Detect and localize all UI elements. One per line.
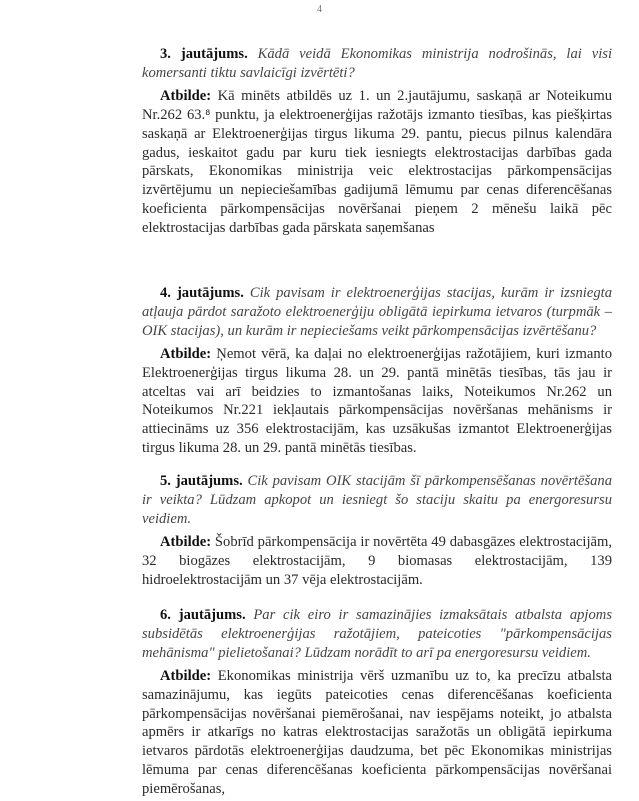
answer-text: Kā minēts atbildēs uz 1. un 2.jautājumu, saskaņā ar Noteikumu Nr.262 63.⁸ punktu, ja elektroenerģijas ražotājs izmanto tiesības, kas piešķirtas saskaņā ar Elektroenerģijas tirgus likuma 29. pantu, piecus pilnus kalendāra gadus, ieskaitot gadu par kuru tiek iesniegts elektrostacijas darbības gada pārskats, Ekonomikas ministrija veic elektrostacijas pārkompensācijas izvērtējumu un nepieciešamības gadijumā lēmumu par cenas diferencēšanas koeficienta pārkompensācijas novēršanai pieņem 2 mēnešu laikā pēc elektrostacijas darbības gada pārskata saņemšanas [142, 87, 612, 237]
question-label: 4. jautājums. [160, 285, 244, 301]
answer-text: Ekonomikas ministrija vērš uzmanību uz to, ka precīzu atbalsta samazinājumu, kas iegūts pateicoties cenas diferencēšanas koeficienta pārkompensācijas novēršanai piemērošanai, nav iespējams noteikt, jo atbalsta apmērs ir atkarīgs no katras elektrostacijas saražotās un obligātā iepirkuma ietvaros pārdotās elektroenerģijas daudzuma, bet pēc Ekonomikas ministrijas lēmuma par cenas diferencēšanas koeficienta pārkompensācijas novēršanai piemērošanas, [142, 667, 612, 798]
question-block-6 [142, 606, 612, 799]
page-number: 4 [317, 4, 322, 15]
answer-label: Atbilde: [160, 345, 212, 362]
answer-label: Atbilde: [160, 87, 212, 104]
answer-label: Atbilde: [160, 533, 212, 550]
question-text: Par cik eiro ir samazinājies izmaksātais atbalsta apjoms subsidētās elektroenerģijas ražotājiem, pateicoties "pārkompensācijas mehānisma" pielietošanai? Lūdzam norādīt to arī pa energoresursu veidiem. [142, 607, 613, 661]
question-block-4 [142, 284, 612, 458]
answer-text: Ņemot vērā, ka daļai no elektroenerģijas ražotājiem, kuri izmanto Elektroenerģijas tirgus likuma 28. un 29. pantā minētās tiesības, tās jau ir atceltas vai arī beidzies to izmantošanas laiks, Noteikumos Nr.262 un Noteikumos Nr.221 iekļautais pārkompensācijas novēršanas mehānisms ir attiecināms uz 356 elektrostacijām, kas uzsākušas izmantot Elektroenerģijas tirgus likuma 28. un 29. pantā minētās tiesības. [142, 345, 612, 457]
question-text: Cik pavisam OIK stacijām šī pārkompensēšanas novērtēšana ir veikta? Lūdzam apkopot un iesniegt šo staciju skaitu pa energoresursu veidiem. [142, 473, 613, 527]
question-text: Kādā veidā Ekonomikas ministrija nodrošinās, lai visi komersanti tiktu savlaicīgi izvērtēti? [142, 46, 612, 81]
answer-text: Šobrīd pārkompensācija ir novērtēta 49 dabasgāzes elektrostacijām, 32 biogāzes elektrostacijām, 9 biomasas elektrostacijām, 139 hidroelektrostacijām un 37 vēja elektrostacijām. [142, 533, 612, 588]
question-label: 3. jautājums. [160, 46, 248, 62]
answer-label: Atbilde: [160, 667, 212, 684]
question-block-5 [142, 472, 612, 589]
question-label: 5. jautājums. [160, 473, 243, 489]
question-block-3 [142, 45, 612, 238]
question-label: 6. jautājums. [160, 607, 246, 623]
question-text: Cik pavisam ir elektroenerģijas stacijas, kurām ir izsniegta atļauja pārdot saražoto elektroenerģiju obligātā iepirkuma ietvaros (turpmāk – OIK stacijas), un kurām ir nepieciešams veikt pārkompensācijas izvērtēšanu? [142, 285, 612, 339]
